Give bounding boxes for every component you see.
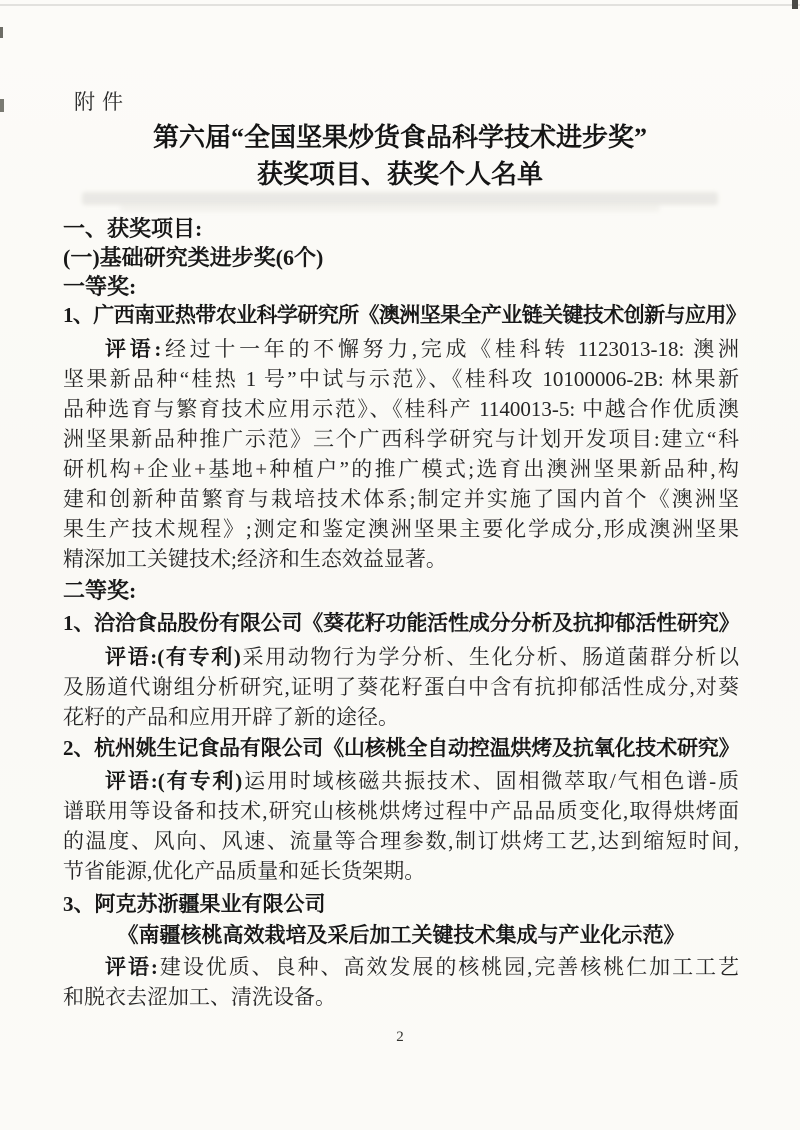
entry-title: 2、杭州姚生记食品有限公司《山核桃全自动控温烘烤及抗氧化技术研究》 xyxy=(63,736,739,760)
scan-left-speck-artifact xyxy=(0,99,4,112)
comment-line: 的温度、风向、风速、流量等合理参数,制订烘烤工艺,达到缩短时间, xyxy=(63,829,739,853)
comment-text: 采用动物行为学分析、生化分析、肠道菌群分析以 xyxy=(240,645,739,669)
comment-text: 运用时域核磁共振技术、固相微萃取/气相色谱-质 xyxy=(242,769,740,793)
heading-first-prize: 一等奖: xyxy=(63,274,137,299)
comment-line: 坚果新品种“桂热 1 号”中试与示范》、《桂科攻 10100006-2B: 林果新 xyxy=(63,367,739,391)
ink-bleedthrough-artifact xyxy=(120,205,660,212)
entry-company: 3、阿克苏浙疆果业有限公司 xyxy=(63,892,326,916)
comment-prefix: 评语: xyxy=(105,955,158,979)
comment-line xyxy=(63,642,739,672)
entry-title: 1、广西南亚热带农业科学研究所《澳洲坚果全产业链关键技术创新与应用》 xyxy=(63,303,747,327)
entry-comment xyxy=(63,642,739,732)
document-body xyxy=(63,214,747,1012)
comment-text: 经过十一年的不懈努力,完成《桂科转 1123013-18: 澳洲 xyxy=(161,337,739,361)
attachment-label: 附件 xyxy=(74,90,130,114)
comment-line: 建和创新种苗繁育与栽培技术体系;制定并实施了国内首个《澳洲坚 xyxy=(63,487,739,511)
ink-bleedthrough-artifact xyxy=(82,192,718,205)
comment-line: 及肠道代谢组分析研究,证明了葵花籽蛋白中含有抗抑郁活性成分,对葵 xyxy=(63,675,739,699)
comment-line: 和脱衣去涩加工、清洗设备。 xyxy=(63,985,336,1009)
comment-line xyxy=(63,766,739,796)
entry-comment xyxy=(63,334,739,574)
comment-line: 精深加工关键技术;经济和生态效益显著。 xyxy=(63,547,447,571)
document-title-line1: 第六届“全国坚果炒货食品科学技术进步奖” xyxy=(152,123,647,152)
heading-awards: 一、获奖项目: xyxy=(63,216,203,241)
comment-prefix: 评语: xyxy=(105,337,162,361)
entry-comment xyxy=(63,766,739,886)
comment-line xyxy=(63,952,739,982)
page-number: 2 xyxy=(396,1029,404,1045)
document-title xyxy=(62,119,738,193)
heading-second-prize: 二等奖: xyxy=(63,578,137,603)
comment-prefix: 评语:(有专利) xyxy=(105,769,243,793)
comment-line: 洲坚果新品种推广示范》三个广西科学研究与计划开发项目:建立“科 xyxy=(63,427,739,451)
scan-left-speck-artifact xyxy=(0,27,3,38)
entry-title: 《南疆核桃高效栽培及采后加工关键技术集成与产业化示范》 xyxy=(117,923,685,947)
comment-line xyxy=(63,334,739,364)
comment-text: 建设优质、良种、高效发展的核桃园,完善核桃仁加工工艺 xyxy=(157,955,739,979)
scan-corner-mark-artifact xyxy=(792,0,798,9)
entry-title: 1、洽洽食品股份有限公司《葵花籽功能活性成分分析及抗抑郁活性研究》 xyxy=(63,611,739,635)
entry-comment xyxy=(63,952,739,1012)
comment-line: 品种选育与繁育技术应用示范》、《桂科产 1140013-5: 中越合作优质澳 xyxy=(63,397,739,421)
comment-prefix: 评语:(有专利) xyxy=(105,645,241,669)
scan-edge-line-artifact xyxy=(0,4,800,6)
comment-line: 花籽的产品和应用开辟了新的途径。 xyxy=(63,705,399,729)
document-title-line2: 获奖项目、获奖个人名单 xyxy=(256,160,543,189)
heading-category: (一)基础研究类进步奖(6个) xyxy=(63,245,324,270)
comment-line: 节省能源,优化产品质量和延长货架期。 xyxy=(63,859,426,883)
comment-line: 谱联用等设备和技术,研究山核桃烘烤过程中产品品质变化,取得烘烤面 xyxy=(63,799,739,823)
comment-line: 研机构+企业+基地+种植户”的推广模式;选育出澳洲坚果新品种,构 xyxy=(63,457,739,481)
comment-line: 果生产技术规程》;测定和鉴定澳洲坚果主要化学成分,形成澳洲坚果 xyxy=(63,517,739,541)
